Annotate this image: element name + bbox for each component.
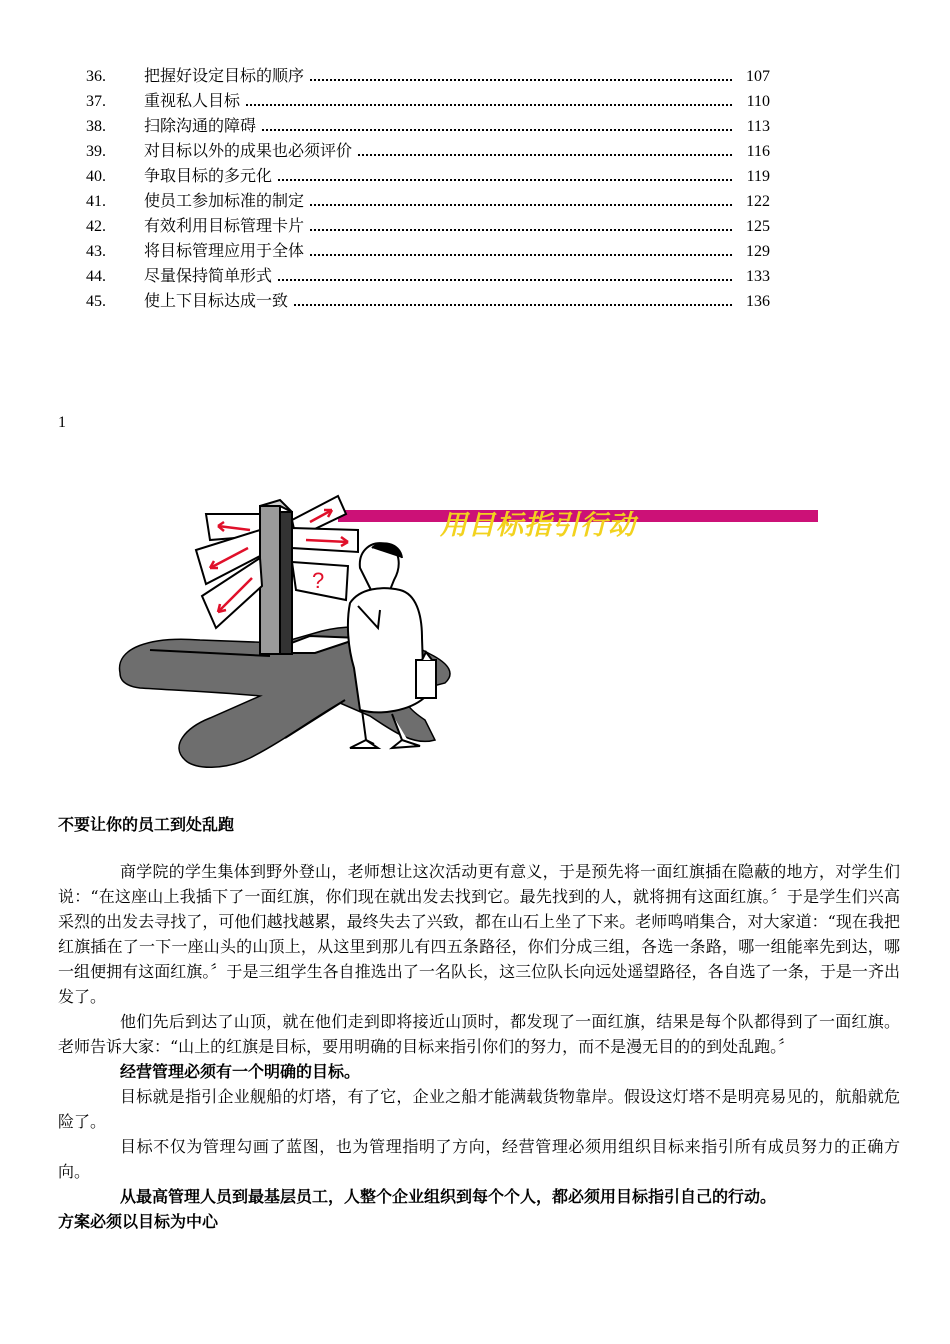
toc-entry-title: 使员工参加标准的制定 bbox=[144, 191, 305, 210]
toc-leader-dots bbox=[358, 154, 732, 156]
toc-entry-page: 129 bbox=[746, 243, 770, 260]
toc-entry-number: 44. bbox=[86, 268, 106, 285]
toc-entry bbox=[86, 288, 770, 313]
toc-entry bbox=[86, 88, 770, 113]
toc-entry-number: 39. bbox=[86, 143, 106, 160]
toc-entry-number: 43. bbox=[86, 243, 106, 260]
toc-leader-dots bbox=[310, 79, 732, 81]
toc-entry-title: 对目标以外的成果也必须评价 bbox=[144, 141, 353, 160]
toc-leader-dots bbox=[310, 254, 732, 256]
toc-entry-page: 110 bbox=[746, 93, 770, 110]
toc-entry bbox=[86, 63, 770, 88]
toc-entry bbox=[86, 163, 770, 188]
toc-entry-page: 122 bbox=[746, 193, 770, 210]
toc-entry-number: 38. bbox=[86, 118, 106, 135]
toc-leader-dots bbox=[278, 279, 732, 281]
toc-entry-number: 36. bbox=[86, 68, 106, 85]
toc-leader-dots bbox=[246, 104, 732, 106]
toc-leader-dots bbox=[310, 204, 732, 206]
signpost-pole bbox=[260, 506, 280, 654]
paragraph-2: 他们先后到达了山顶，就在他们走到即将接近山顶时，都发现了一面红旗，结果是每个队都得到了一面红旗。老师告诉大家：“山上的红旗是目标，要用明确的目标来指引你们的努力，而不是漫无目的的到处乱跑。〞 bbox=[58, 1012, 900, 1056]
toc-entry-number: 45. bbox=[86, 293, 106, 310]
toc-entry-page: 107 bbox=[746, 68, 770, 85]
toc-entry-number: 37. bbox=[86, 93, 106, 110]
toc-entry bbox=[86, 138, 770, 163]
paragraph-4: 目标就是指引企业舰船的灯塔，有了它，企业之船才能满载货物靠岸。假设这灯塔不是明亮易见的，航船就危险了。 bbox=[58, 1087, 900, 1131]
toc-leader-dots bbox=[310, 229, 732, 231]
toc-entry bbox=[86, 263, 770, 288]
toc-entry-page: 116 bbox=[746, 143, 770, 160]
toc-leader-dots bbox=[278, 179, 732, 181]
toc-leader-dots bbox=[262, 129, 732, 131]
article bbox=[58, 812, 900, 1234]
toc-entry-title: 重视私人目标 bbox=[144, 91, 241, 110]
paragraph-1: 商学院的学生集体到野外登山，老师想让这次活动更有意义，于是预先将一面红旗插在隐蔽的地方，对学生们说：“在这座山上我插下了一面红旗，你们现在就出发去找到它。最先找到的人，就将拥有这面红旗。〞于是学生们兴高采烈的出发去寻找了，可他们越找越累，最终失去了兴致，都在山石上坐了下来。老师鸣哨集合，对大家道：“现在我把红旗插在了一下一座山头的山顶上，从这里到那儿有四五条路径，你们分成三组，各选一条路，哪一组能率先到达，哪一组便拥有这面红旗。〞于是三组学生各自推选出了一名队长，这三位队长向远处遥望路径，各自选了一条，于是一齐出发了。 bbox=[58, 862, 900, 1006]
toc-entry bbox=[86, 113, 770, 138]
table-of-contents bbox=[86, 63, 770, 313]
paragraph-6: 从最高管理人员到最基层员工，人整个企业组织到每个个人，都必须用目标指引自己的行动。 bbox=[120, 1187, 777, 1206]
toc-entry-number: 41. bbox=[86, 193, 106, 210]
toc-entry bbox=[86, 213, 770, 238]
paragraph-5: 目标不仅为管理勾画了蓝图，也为管理指明了方向，经营管理必须用组织目标来指引所有成员努力的正确方向。 bbox=[58, 1137, 900, 1181]
toc-entry-title: 争取目标的多元化 bbox=[144, 166, 273, 185]
signpost-pole-side bbox=[280, 512, 292, 654]
section-subheading: 方案必须以目标为中心 bbox=[58, 1212, 219, 1231]
toc-entry-title: 尽量保持简单形式 bbox=[144, 266, 273, 285]
toc-entry-number: 40. bbox=[86, 168, 106, 185]
toc-entry-number: 42. bbox=[86, 218, 106, 235]
page-number: 1 bbox=[58, 414, 66, 431]
banner-title: 用目标指引行动 bbox=[440, 510, 636, 541]
toc-entry-page: 125 bbox=[746, 218, 770, 235]
toc-entry-title: 扫除沟通的障碍 bbox=[144, 116, 257, 135]
article-heading: 不要让你的员工到处乱跑 bbox=[58, 815, 235, 834]
toc-entry-page: 136 bbox=[746, 293, 770, 310]
toc-entry-page: 113 bbox=[746, 118, 770, 135]
toc-entry bbox=[86, 188, 770, 213]
toc-entry-title: 把握好设定目标的顺序 bbox=[144, 66, 305, 85]
toc-entry-title: 有效利用目标管理卡片 bbox=[144, 216, 305, 235]
toc-entry-title: 将目标管理应用于全体 bbox=[144, 241, 305, 260]
paragraph-3: 经营管理必须有一个明确的目标。 bbox=[120, 1062, 361, 1081]
toc-entry-title: 使上下目标达成一致 bbox=[144, 291, 289, 310]
toc-entry-page: 119 bbox=[746, 168, 770, 185]
toc-entry-page: 133 bbox=[746, 268, 770, 285]
toc-leader-dots bbox=[294, 304, 732, 306]
toc-entry bbox=[86, 238, 770, 263]
question-mark: ? bbox=[312, 568, 325, 593]
